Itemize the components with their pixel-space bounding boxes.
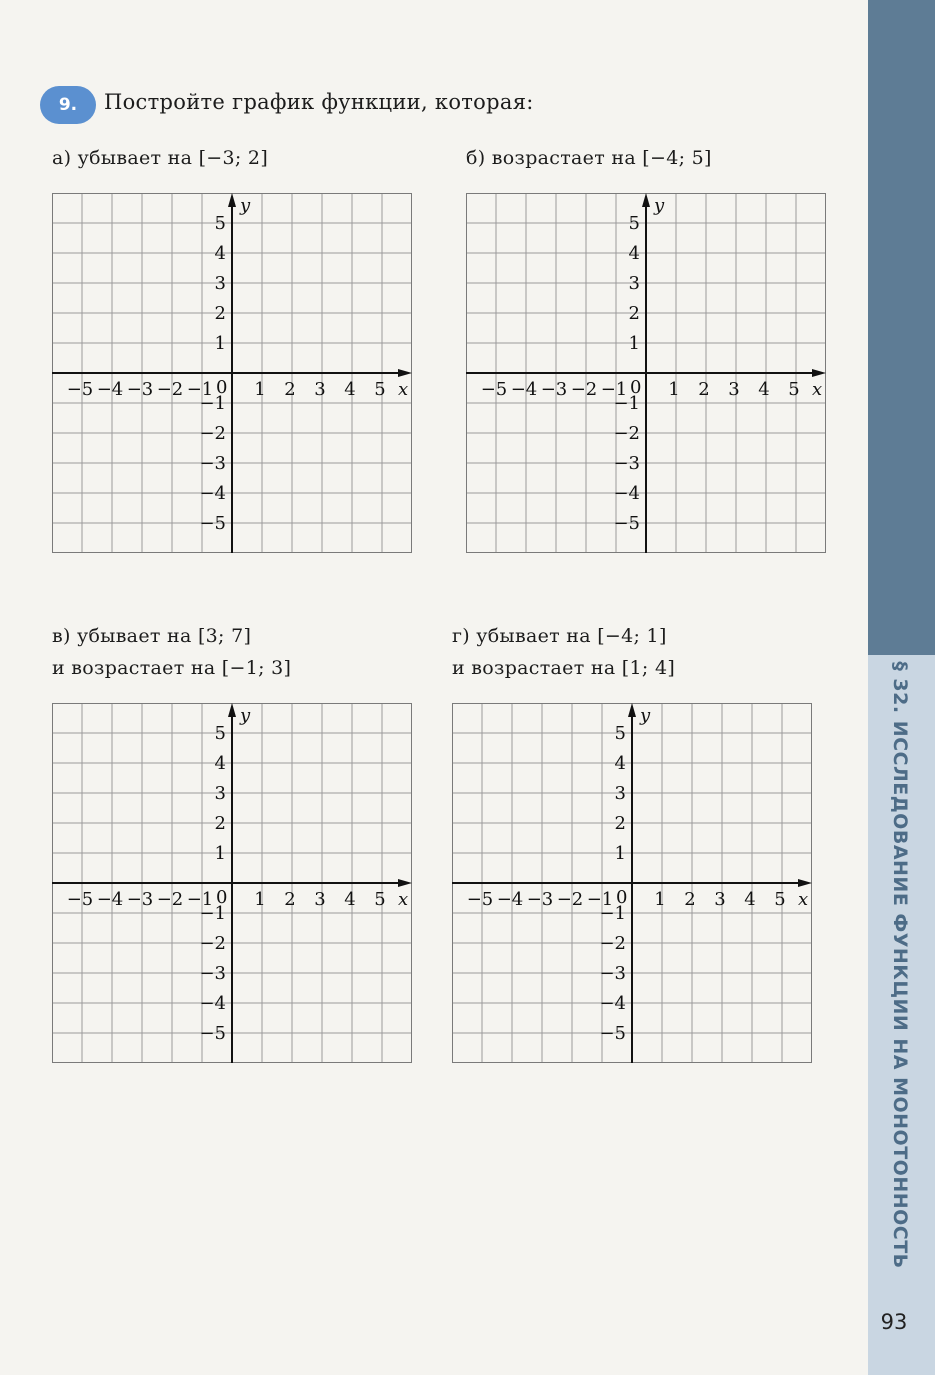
- x-tick-label: −5: [466, 889, 494, 910]
- x-tick-label: −1: [600, 379, 628, 400]
- y-tick-label: 1: [614, 843, 626, 864]
- y-tick-label: 2: [214, 303, 226, 324]
- task-d-label: г) убывает на [−4; 1]: [452, 625, 667, 647]
- x-tick-label: 3: [314, 379, 326, 400]
- y-tick-label: 2: [214, 813, 226, 834]
- y-axis-arrow-icon: [228, 703, 236, 717]
- task-c-sublabel: и возрастает на [−1; 3]: [52, 657, 292, 679]
- x-tick-label: −3: [126, 379, 154, 400]
- y-tick-label: −5: [199, 513, 226, 534]
- y-tick-label: −1: [199, 393, 226, 414]
- x-axis-label: x: [398, 889, 409, 910]
- y-tick-label: 4: [628, 243, 640, 264]
- y-tick-label: −1: [613, 393, 640, 414]
- task-d-sublabel: и возрастает на [1; 4]: [452, 657, 676, 679]
- x-tick-label: −2: [556, 889, 584, 910]
- y-tick-label: 4: [214, 243, 226, 264]
- x-tick-label: 3: [314, 889, 326, 910]
- grid-d[interactable]: [452, 703, 812, 1063]
- y-tick-label: 3: [214, 783, 226, 804]
- x-tick-label: −4: [496, 889, 524, 910]
- page-number: 93: [880, 1310, 908, 1334]
- x-tick-label: −4: [96, 379, 124, 400]
- y-tick-label: −2: [599, 933, 626, 954]
- x-axis-arrow-icon: [798, 879, 812, 887]
- x-tick-label: −4: [510, 379, 538, 400]
- exercise-title: Постройте график функции, которая:: [104, 90, 534, 114]
- x-tick-label: −4: [96, 889, 124, 910]
- x-tick-label: 1: [654, 889, 666, 910]
- origin-label: 0: [616, 887, 628, 908]
- x-tick-label: 5: [374, 889, 386, 910]
- x-axis-arrow-icon: [398, 369, 412, 377]
- x-tick-label: −1: [186, 379, 214, 400]
- x-tick-label: −3: [540, 379, 568, 400]
- x-axis-label: x: [398, 379, 409, 400]
- y-tick-label: 3: [614, 783, 626, 804]
- x-axis-label: x: [798, 889, 809, 910]
- x-tick-label: 1: [254, 379, 266, 400]
- y-axis-label: y: [640, 705, 651, 726]
- y-axis-arrow-icon: [642, 193, 650, 207]
- origin-label: 0: [216, 377, 228, 398]
- y-tick-label: −3: [599, 963, 626, 984]
- y-tick-label: −3: [199, 453, 226, 474]
- y-tick-label: −2: [199, 933, 226, 954]
- y-tick-label: 5: [614, 723, 626, 744]
- grid-c[interactable]: [52, 703, 412, 1063]
- x-tick-label: 1: [668, 379, 680, 400]
- x-tick-label: 5: [788, 379, 800, 400]
- grid-a[interactable]: [52, 193, 412, 553]
- y-tick-label: 5: [214, 723, 226, 744]
- y-tick-label: −2: [199, 423, 226, 444]
- origin-label: 0: [216, 887, 228, 908]
- y-tick-label: −3: [613, 453, 640, 474]
- y-tick-label: 1: [214, 333, 226, 354]
- y-tick-label: 5: [628, 213, 640, 234]
- exercise-number-badge: 9.: [40, 86, 96, 124]
- y-axis-label: y: [240, 195, 251, 216]
- y-tick-label: −5: [613, 513, 640, 534]
- x-tick-label: −2: [156, 889, 184, 910]
- y-tick-label: −4: [599, 993, 626, 1014]
- task-a-label: а) убывает на [−3; 2]: [52, 147, 269, 169]
- y-tick-label: 2: [628, 303, 640, 324]
- y-tick-label: 2: [614, 813, 626, 834]
- y-tick-label: 4: [614, 753, 626, 774]
- x-tick-label: 2: [684, 889, 696, 910]
- y-tick-label: 4: [214, 753, 226, 774]
- x-tick-label: 4: [344, 379, 356, 400]
- y-axis-arrow-icon: [628, 703, 636, 717]
- y-axis-arrow-icon: [228, 193, 236, 207]
- y-axis-label: y: [654, 195, 665, 216]
- x-tick-label: −5: [480, 379, 508, 400]
- x-tick-label: 2: [284, 889, 296, 910]
- y-tick-label: −4: [199, 483, 226, 504]
- x-tick-label: 5: [374, 379, 386, 400]
- y-tick-label: −4: [613, 483, 640, 504]
- y-tick-label: 1: [214, 843, 226, 864]
- x-tick-label: −5: [66, 379, 94, 400]
- x-tick-label: 4: [758, 379, 770, 400]
- y-tick-label: 3: [214, 273, 226, 294]
- y-tick-label: 3: [628, 273, 640, 294]
- x-tick-label: 1: [254, 889, 266, 910]
- origin-label: 0: [630, 377, 642, 398]
- x-tick-label: −3: [126, 889, 154, 910]
- task-c-label: в) убывает на [3; 7]: [52, 625, 252, 647]
- section-title: § 32. ИССЛЕДОВАНИЕ ФУНКЦИИ НА МОНОТОННОСТЬ: [889, 661, 911, 1269]
- x-tick-label: 5: [774, 889, 786, 910]
- x-tick-label: 3: [714, 889, 726, 910]
- y-tick-label: −1: [599, 903, 626, 924]
- y-tick-label: 5: [214, 213, 226, 234]
- x-tick-label: −3: [526, 889, 554, 910]
- y-tick-label: −5: [599, 1023, 626, 1044]
- y-tick-label: 1: [628, 333, 640, 354]
- x-tick-label: −1: [186, 889, 214, 910]
- y-tick-label: −1: [199, 903, 226, 924]
- task-b-label: б) возрастает на [−4; 5]: [466, 147, 712, 169]
- y-tick-label: −3: [199, 963, 226, 984]
- x-tick-label: 2: [284, 379, 296, 400]
- x-axis-label: x: [812, 379, 823, 400]
- x-tick-label: 2: [698, 379, 710, 400]
- x-axis-arrow-icon: [398, 879, 412, 887]
- y-tick-label: −4: [199, 993, 226, 1014]
- x-tick-label: 4: [344, 889, 356, 910]
- y-tick-label: −5: [199, 1023, 226, 1044]
- x-axis-arrow-icon: [812, 369, 826, 377]
- grid-b[interactable]: [466, 193, 826, 553]
- x-tick-label: −2: [156, 379, 184, 400]
- x-tick-label: 3: [728, 379, 740, 400]
- x-tick-label: −1: [586, 889, 614, 910]
- x-tick-label: 4: [744, 889, 756, 910]
- y-tick-label: −2: [613, 423, 640, 444]
- x-tick-label: −5: [66, 889, 94, 910]
- x-tick-label: −2: [570, 379, 598, 400]
- y-axis-label: y: [240, 705, 251, 726]
